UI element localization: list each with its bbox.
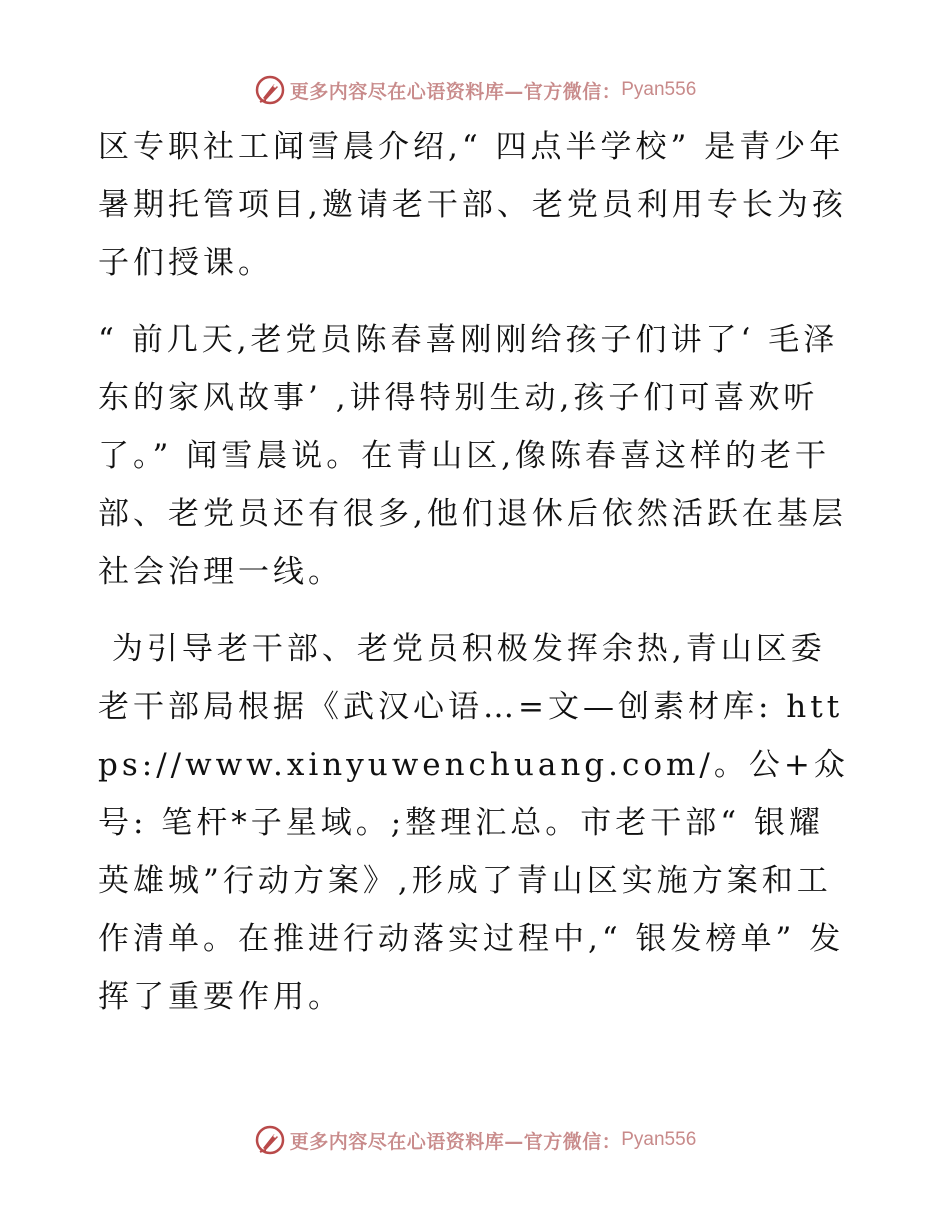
document-body (98, 118, 858, 1026)
pen-nib-logo-icon (254, 1124, 286, 1156)
paragraph-3: 为引导老干部、老党员积极发挥余热,青山区委老干部局根据《武汉心语…=文—创素材库: https://www.xinyuwenchuang.com/。公+众号: 笔杆*子星域。;整理汇总。市老干部“ 银耀英雄城”行动方案》,形成了青山区实施方案和工作清单。在推进行动落实过程中,“ 银发榜单” 发挥了重要作用。 (98, 631, 849, 1015)
pen-nib-logo-icon (254, 74, 286, 106)
header-watermark (0, 70, 950, 110)
paragraph-2: “ 前几天,老党员陈春喜刚刚给孩子们讲了‘ 毛泽东的家风故事’ ,讲得特别生动,孩子们可喜欢听了。” 闻雪晨说。在青山区,像陈春喜这样的老干部、老党员还有很多,他们退休后依然活跃在基层社会治理一线。 (98, 322, 847, 590)
watermark-wechat-id: Pyan556 (621, 1129, 697, 1150)
paragraph-1: 区专职社工闻雪晨介绍,“ 四点半学校” 是青少年暑期托管项目,邀请老干部、老党员利用专长为孩子们授课。 (98, 129, 847, 281)
watermark-wechat-id: Pyan556 (621, 79, 697, 100)
watermark-text: 更多内容尽在心语资料库—官方微信： (289, 1130, 622, 1153)
footer-watermark (0, 1120, 950, 1160)
watermark-text: 更多内容尽在心语资料库—官方微信： (289, 80, 622, 103)
